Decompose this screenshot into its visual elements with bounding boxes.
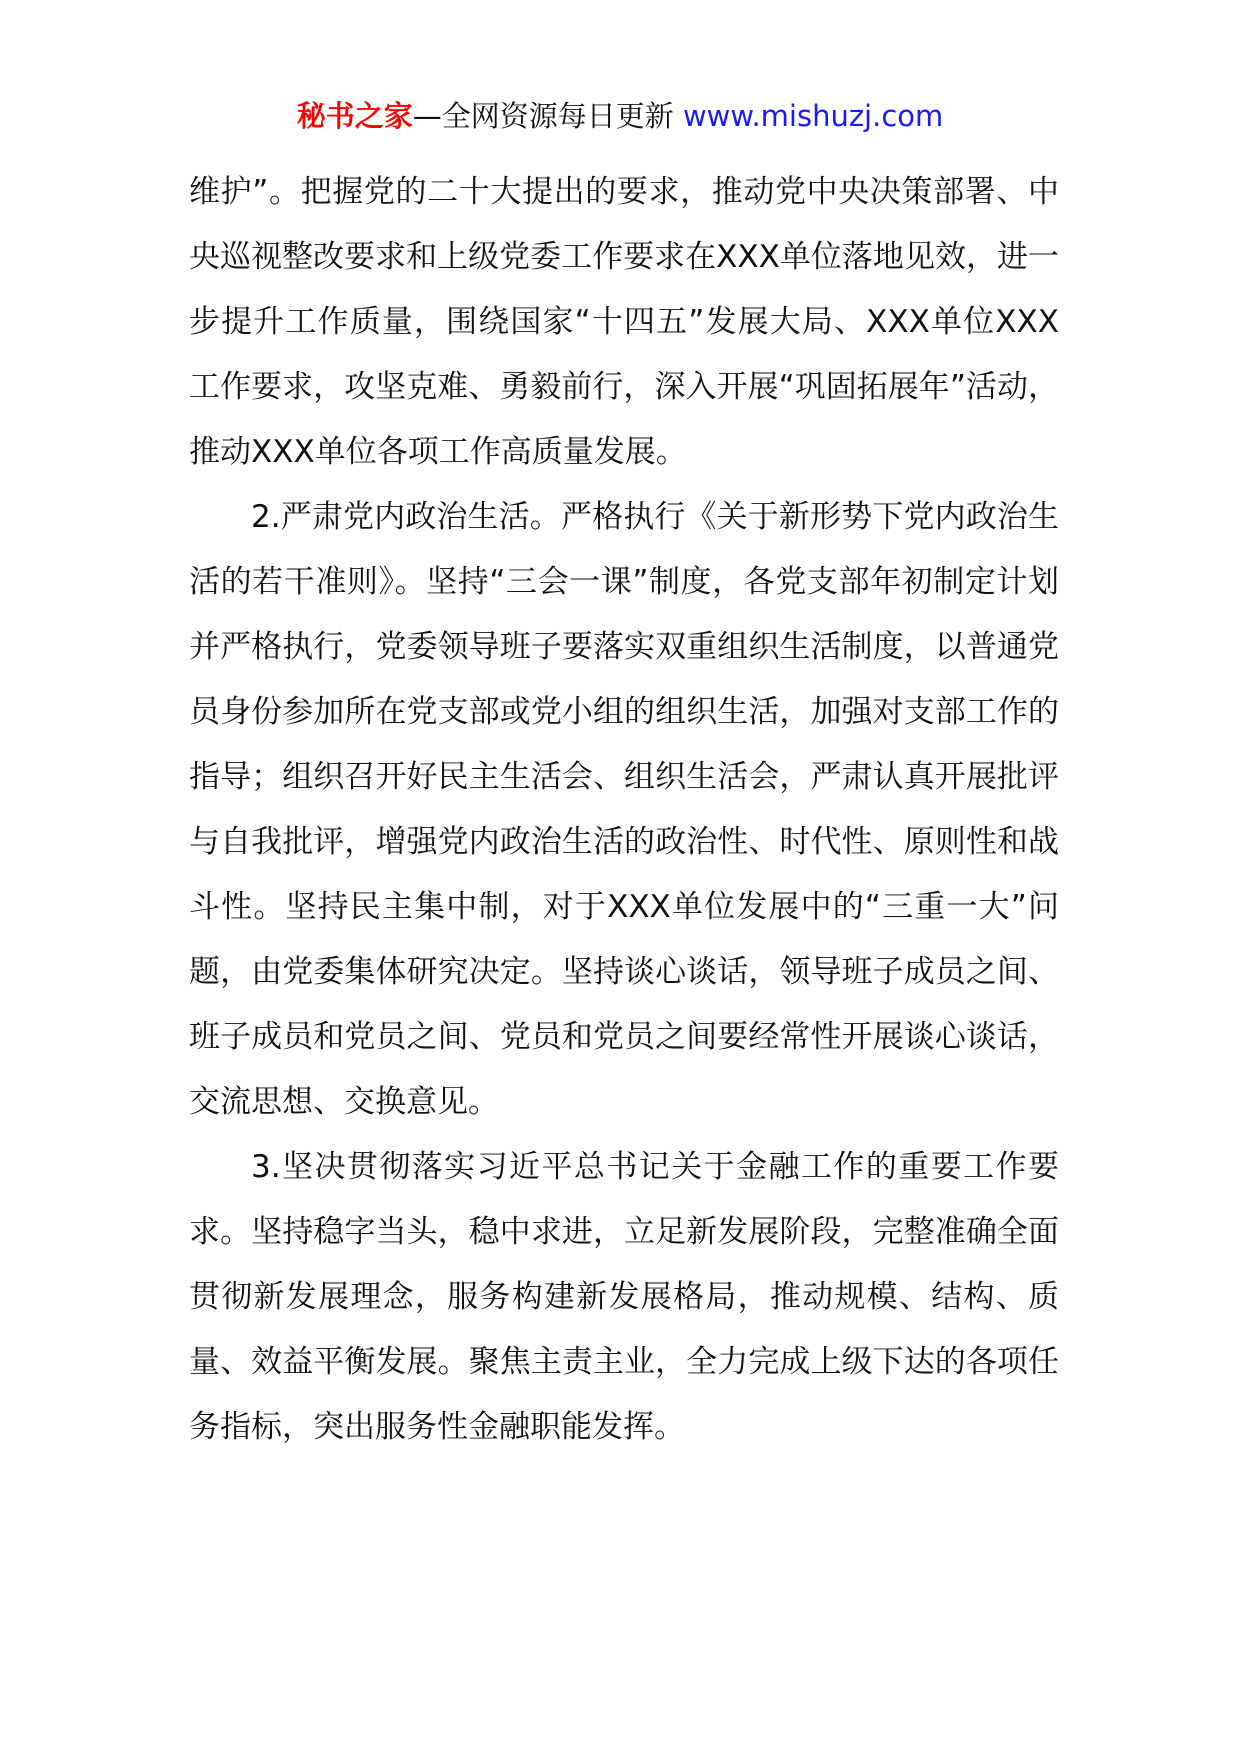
paragraph-1: 维护”。把握党的二十大提出的要求，推动党中央决策部署、中央巡视整改要求和上级党委工作要求在XXX单位落地见效，进一步提升工作质量，围绕国家“十四五”发展大局、XXX单位XXX工作要求，攻坚克难、勇毅前行，深入开展“巩固拓展年”活动，推动XXX单位各项工作高质量发展。 — [189, 174, 1059, 470]
page-header — [0, 96, 1240, 136]
paragraph-3: 3.坚决贯彻落实习近平总书记关于金融工作的重要工作要求。坚持稳字当头，稳中求进，立足新发展阶段，完整准确全面贯彻新发展理念，服务构建新发展格局，推动规模、结构、质量、效益平衡发展。聚焦主责主业，全力完成上级下达的各项任务指标，突出服务性金融职能发挥。 — [189, 1149, 1059, 1445]
document-body — [189, 160, 1059, 1460]
header-tagline: —全网资源每日更新 — [412, 99, 683, 133]
brand-name: 秘书之家 — [296, 99, 413, 133]
paragraph-2: 2.严肃党内政治生活。严格执行《关于新形势下党内政治生活的若干准则》。坚持“三会一课”制度，各党支部年初制定计划并严格执行，党委领导班子要落实双重组织生活制度，以普通党员身份参加所在党支部或党小组的组织生活，加强对支部工作的指导；组织召开好民主生活会、组织生活会，严肃认真开展批评与自我批评，增强党内政治生活的政治性、时代性、原则性和战斗性。坚持民主集中制，对于XXX单位发展中的“三重一大”问题，由党委集体研究决定。坚持谈心谈话，领导班子成员之间、班子成员和党员之间、党员和党员之间要经常性开展谈心谈话，交流思想、交换意见。 — [189, 499, 1059, 1120]
site-url: www.mishuzj.com — [682, 99, 944, 133]
